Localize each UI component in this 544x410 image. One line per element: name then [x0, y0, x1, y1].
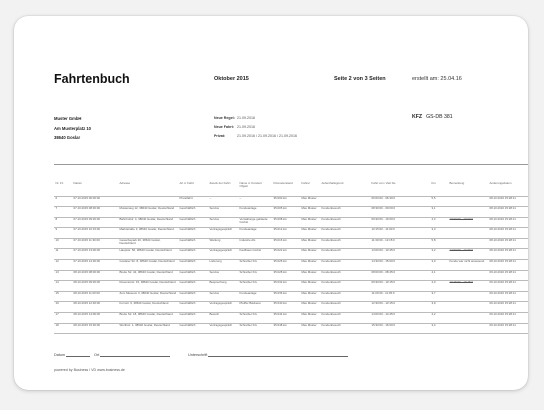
- table-cell: 5,8: [431, 238, 436, 242]
- table-cell: Kundenbesuch: [321, 227, 341, 232]
- table-cell: 09:30:00 - 10:15:0: [371, 280, 395, 285]
- table-cell: 07.10.2015 08:30:00: [73, 206, 101, 211]
- trip-log-table: [54, 182, 528, 334]
- table-cell: Max Muster: [301, 227, 317, 232]
- table-cell: Max Muster: [301, 248, 317, 253]
- table-cell: 35.012 km: [273, 227, 287, 232]
- table-cell: 3,4: [431, 323, 436, 327]
- kfz-label: KFZ: [412, 114, 423, 120]
- table-cell: Geschäftlich: [179, 323, 196, 327]
- column-header: Zweck der Fahrt: [209, 182, 231, 185]
- table-cell: Kundenbesuch: [321, 206, 341, 211]
- table-cell: Max Muster: [301, 301, 317, 306]
- table-cell: Service: [209, 217, 220, 221]
- table-cell: 08.10.2015 09:30:00: [73, 280, 101, 285]
- table-cell: 08.10.2016 15:28:11: [489, 259, 516, 264]
- table-cell: Zum Museum 3, 38640 Goslar, Deutschland: [119, 291, 177, 295]
- table-cell: 35.000 km: [273, 196, 287, 200]
- table-cell: 35.005 km: [273, 206, 287, 211]
- signature-field: Unterschrift: [188, 352, 348, 358]
- table-cell: 09.10.2016 15:28:11: [489, 291, 516, 295]
- table-row: [54, 291, 528, 302]
- table-cell: Kunde war nicht anwesend: [449, 259, 485, 264]
- table-cell: 18: [55, 323, 59, 327]
- table-cell: 08.10.2016 15:28:11: [489, 206, 516, 211]
- table-cell: 08.10.2016 15:28:11: [489, 248, 516, 253]
- table-cell: 35.028 km: [273, 270, 287, 274]
- table-cell: 10: [55, 238, 59, 242]
- table-cell: Geschäftlich: [179, 206, 196, 211]
- table-cell: [320, 196, 370, 207]
- table-cell: 15: [55, 291, 59, 295]
- created-date: erstellt am: 25.04.16: [412, 76, 462, 82]
- table-cell: 07.10.2015 10:15:00: [73, 227, 101, 232]
- table-cell: Max Muster: [301, 291, 317, 295]
- table-cell: Kundenbesuch: [321, 217, 341, 221]
- table-cell: 08.10.2016 15:28:11: [489, 238, 516, 242]
- table-row: [54, 302, 528, 313]
- table-cell: Geschäftlich: [179, 238, 196, 242]
- table-cell: 13:00:00 - 13:45:0: [371, 248, 395, 253]
- table-row: [54, 260, 528, 271]
- table-cell: Max Muster: [301, 217, 317, 221]
- table-cell: 3,3: [431, 227, 436, 232]
- table-cell: Geschäftlich: [179, 312, 196, 317]
- report-period: Oktober 2015: [214, 76, 249, 82]
- table-cell: [118, 196, 178, 207]
- table-cell: Schreiber KG: [239, 323, 257, 327]
- table-cell: 10:15:00 - 11:00:0: [371, 227, 395, 232]
- table-cell: 08.10.2015 11:00:00: [73, 291, 100, 295]
- table-cell: Privatfahrt: [179, 196, 193, 200]
- table-cell: 14:00:00 - 14:45:0: [371, 312, 395, 317]
- table-cell: 08.10.2015 15:30:00: [73, 323, 101, 327]
- table-cell: 08.10.2015 14:00:00: [73, 312, 101, 317]
- table-cell: 35.008 km: [273, 217, 287, 221]
- company-city: 38640 Goslar: [54, 135, 81, 140]
- table-cell: Geschäftlich: [179, 280, 196, 285]
- page-count: Seite 2 von 3 Seiten: [334, 76, 386, 82]
- table-cell: 07.10.2015 11:30:00: [73, 238, 100, 242]
- column-header: Aufenthaltsgrund: [321, 182, 344, 185]
- table-cell: Kaufhaus GmbH: [239, 248, 261, 253]
- table-cell: 08.10.2016 15:28:11: [489, 227, 516, 232]
- column-header: Art d. Fahrt: [179, 182, 194, 185]
- table-cell: Kundenbesuch: [321, 312, 341, 317]
- table-cell: 07.10.2015 14:30:00: [73, 259, 101, 264]
- table-cell: 08:00:00 - 08:45:0: [371, 270, 395, 274]
- company-address: [54, 114, 91, 143]
- table-cell: 35.025 km: [273, 259, 287, 264]
- table-cell: Schreiber KG: [239, 270, 257, 274]
- table-cell: Kundenbesuch: [321, 238, 341, 242]
- table-cell: 14: [55, 280, 59, 285]
- column-header: Km: [431, 182, 436, 185]
- table-cell: 16: [55, 301, 59, 306]
- column-header: Kilometerstand: [273, 182, 293, 185]
- table-row: [54, 249, 528, 260]
- table-cell: 7: [55, 206, 58, 211]
- table-cell: 3,7: [431, 291, 436, 295]
- table-cell: Schreiber KG: [239, 280, 257, 285]
- table-cell: 35.022 km: [273, 248, 287, 253]
- table-cell: Bahnhofstr. 4, 38640 Goslar, Deutschland: [119, 217, 174, 221]
- place-field: Ort: [94, 352, 170, 358]
- table-cell: Verwaltungs-gebäude GmbH: [239, 217, 268, 225]
- table-cell: Geschäftlich: [179, 217, 196, 221]
- column-header: Nr. Fz.: [55, 182, 65, 185]
- table-cell: Max Muster: [301, 312, 317, 317]
- table-cell: Geschäftlich: [179, 301, 196, 306]
- column-header: Adresse: [119, 182, 131, 185]
- table-cell: Kundenbesuch: [321, 248, 341, 253]
- table-cell: Breite Str. 42, 38640 Goslar, Deutschland: [119, 270, 173, 274]
- table-cell: Kundenbesuch: [321, 323, 341, 327]
- table-cell: 11:30:00 - 12:15:0: [371, 238, 395, 242]
- table-cell: 35.040 km: [273, 301, 287, 306]
- table-cell: Rosentorstr. 15, 38640 Goslar, Deutschland: [119, 280, 176, 285]
- table-cell: Pfeiffer Bäckerei: [239, 301, 261, 306]
- table-header: [54, 182, 528, 196]
- table-cell: 15:30:00 - 16:00:0: [371, 323, 395, 327]
- table-cell: Geschäftlich: [179, 248, 196, 253]
- table-cell: Musterweg 12, 38640 Goslar, Deutschland: [119, 206, 175, 211]
- table-cell: 07.10.2015 09:30:00: [73, 217, 101, 221]
- table-cell: Vertragsgespräch: [209, 323, 233, 327]
- divider: [54, 164, 528, 165]
- table-cell: Geschäftlich: [179, 227, 196, 232]
- table-cell: Gewerbepark 20, 38644 Goslar, Deutschland: [119, 238, 161, 246]
- table-cell: Vertragsgespräch: [209, 227, 233, 232]
- table-cell: Service: [209, 270, 220, 274]
- table-cell: 09.10.2016 15:28:11: [489, 270, 516, 274]
- table-cell: 06:00:00 - 06:30:0: [371, 196, 395, 200]
- table-row: [54, 217, 528, 228]
- column-header: Änderungsdatum: [489, 182, 512, 185]
- table-cell: Vertragsgespräch: [209, 248, 233, 253]
- vehicle-plate: [412, 114, 453, 120]
- table-cell: 07.10.2015 13:00:00: [73, 248, 101, 253]
- table-cell: Besuch: [209, 312, 220, 317]
- table-cell: 08.10.2015 08:00:00: [73, 270, 101, 274]
- table-cell: Kundenbesuch: [321, 259, 341, 264]
- table-row: [54, 270, 528, 281]
- document-header: [14, 72, 528, 92]
- table-cell: Service: [209, 206, 220, 211]
- table-cell: [448, 228, 488, 239]
- info-block: [214, 114, 297, 141]
- info-line-3: Privat: 21.09.2016 / 21.09.2016 / 21.09.2016: [214, 134, 297, 138]
- table-cell: 3,1: [431, 206, 436, 211]
- table-cell: [448, 196, 488, 207]
- table-cell: 14:30:00 - 15:00:0: [371, 259, 395, 264]
- table-row: [54, 281, 528, 292]
- document-page: [14, 16, 528, 390]
- table-cell: Max Muster: [301, 259, 317, 264]
- table-cell: Max Muster: [301, 323, 317, 327]
- table-cell: Kundenbesuch: [321, 291, 341, 295]
- table-cell: 10:15:00 - 10:45:0: [449, 280, 473, 285]
- table-cell: Goslarer Str. 8, 38640 Goslar, Deutschland: [119, 259, 175, 264]
- table-cell: 09.10.2016 15:28:11: [489, 301, 516, 306]
- table-cell: Lieferung: [209, 259, 222, 264]
- table-cell: Kundenbesuch: [321, 270, 341, 274]
- info-line-1: Neue Regel: 21.09.2016: [214, 116, 255, 120]
- table-cell: Max Muster: [301, 196, 317, 200]
- table-cell: Geschäftlich: [179, 270, 196, 274]
- table-cell: [448, 270, 488, 281]
- kfz-plate: GS-DB 381: [426, 114, 453, 120]
- table-cell: 9: [55, 227, 58, 232]
- table-cell: Max Muster: [301, 206, 317, 211]
- company-name: Muster GmbH: [54, 116, 82, 121]
- table-cell: [448, 313, 488, 324]
- table-cell: 14:00:00 - 14:30:0: [449, 248, 473, 253]
- table-cell: Geschäftlich: [179, 291, 196, 295]
- column-header: Fahrt von / Zeit bis: [371, 182, 396, 185]
- table-row: [54, 196, 528, 207]
- table-row: [54, 228, 528, 239]
- column-header: Bemerkung: [449, 182, 465, 185]
- table-cell: 3,0: [431, 259, 436, 264]
- table-cell: 3,2: [431, 248, 436, 253]
- table-cell: 35.016 km: [273, 238, 287, 242]
- table-cell: Wartung: [209, 238, 221, 242]
- table-row: [54, 238, 528, 249]
- document-title: Fahrtenbuch: [54, 72, 130, 86]
- table-row: [54, 207, 528, 218]
- table-cell: 8: [55, 217, 58, 221]
- table-cell: 09.10.2016 15:28:11: [489, 312, 516, 317]
- table-cell: Marktstraße 3, 38640 Goslar, Deutschland: [119, 227, 174, 232]
- table-cell: –: [209, 196, 212, 200]
- column-header: Fahrer: [301, 182, 311, 185]
- table-cell: 12:30:00 - 13:15:0: [371, 301, 395, 306]
- table-cell: Max Muster: [301, 238, 317, 242]
- table-cell: [448, 323, 488, 334]
- table-cell: [448, 302, 488, 313]
- table-cell: 4,0: [431, 280, 436, 285]
- table-cell: 08:30:00 - 09:00:0: [371, 206, 395, 211]
- table-cell: Hauptstr. 56, 38640 Goslar, Deutschland: [119, 248, 172, 253]
- table-cell: Kundeanlage: [239, 206, 257, 211]
- column-header: Name d. Kunden/ Objekt: [239, 182, 262, 189]
- table-cell: 11:00:00 - 11:45:0: [371, 291, 395, 295]
- table-cell: 09.10.2016 15:28:11: [489, 280, 516, 285]
- table-cell: –: [239, 196, 242, 200]
- table-cell: Besprechung: [209, 280, 227, 285]
- table-cell: Kornstr. 9, 38640 Goslar, Deutschland: [119, 301, 169, 306]
- table-cell: 08.10.2016 15:28:11: [489, 217, 516, 221]
- table-cell: Max Muster: [301, 270, 317, 274]
- table-row: [54, 313, 528, 324]
- table-cell: 5,5: [431, 196, 436, 200]
- table-cell: 4,1: [431, 270, 436, 274]
- table-cell: 07.10.2015 06:00:00: [73, 196, 101, 200]
- table-cell: 35.048 km: [273, 323, 287, 327]
- table-cell: 08.10.2016 15:28:11: [489, 196, 516, 200]
- table-cell: Schreiber KG: [239, 259, 257, 264]
- table-cell: 11: [55, 248, 59, 253]
- powered-by: powered by Business / VD www.business.de: [54, 368, 125, 372]
- table-cell: 09.10.2016 15:28:11: [489, 323, 516, 327]
- table-cell: Industrie AG: [239, 238, 256, 242]
- table-row: [54, 323, 528, 334]
- table-cell: Kundeanlage: [239, 291, 257, 295]
- table-cell: [448, 238, 488, 249]
- table-cell: [448, 291, 488, 302]
- table-cell: 09:30:00 - 10:00:0: [371, 217, 395, 221]
- table-cell: Kundenbesuch: [321, 301, 341, 306]
- table-cell: 4,3: [431, 217, 436, 221]
- table-cell: Kundenbesuch: [321, 280, 341, 285]
- table-cell: 12: [55, 259, 59, 264]
- table-cell: 10:00:00 - 10:00:0: [449, 217, 473, 221]
- table-cell: Vertragsgespräch: [209, 301, 233, 306]
- table-cell: 08.10.2015 12:30:00: [73, 301, 101, 306]
- table-cell: 4,2: [431, 312, 436, 317]
- table-cell: Kundeanlage: [239, 227, 257, 232]
- info-line-2: Neue Fahrt: 21.09.2016: [214, 125, 255, 129]
- table-cell: Breite Str. 18, 38640 Goslar, Deutschland: [119, 312, 173, 317]
- company-street: Am Musterplatz 10: [54, 125, 91, 131]
- table-cell: Max Muster: [301, 280, 317, 285]
- table-cell: 35.032 km: [273, 280, 287, 285]
- table-cell: Schreiber KG: [239, 312, 257, 317]
- table-cell: 35.036 km: [273, 291, 287, 295]
- table-cell: Service: [209, 291, 220, 295]
- table-cell: [448, 207, 488, 218]
- table-cell: 13: [55, 270, 59, 274]
- table-body: [54, 196, 528, 334]
- date-field: Datum: [54, 352, 90, 358]
- column-header: Datum: [73, 182, 83, 185]
- table-cell: 3,9: [431, 301, 436, 306]
- table-cell: 17: [55, 312, 59, 317]
- table-cell: 35.044 km: [273, 312, 287, 317]
- table-cell: 6: [55, 196, 58, 200]
- table-cell: Geschäftlich: [179, 259, 196, 264]
- table-cell: Worthstr. 1, 38640 Goslar, Deutschland: [119, 323, 170, 327]
